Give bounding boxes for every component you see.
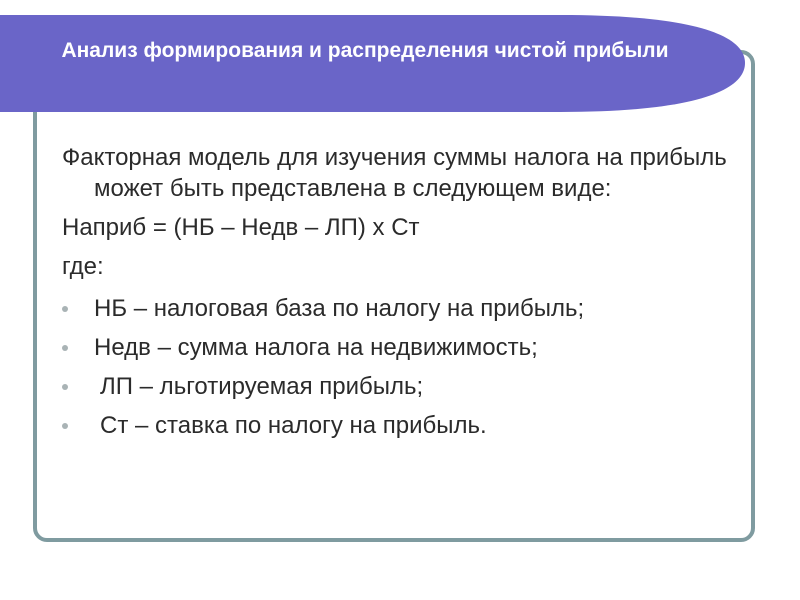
list-item-text: Ст – ставка по налогу на прибыль. (100, 412, 487, 439)
bullet-icon (62, 306, 68, 312)
bullet-icon (62, 345, 68, 351)
bullet-icon (62, 384, 68, 390)
formula-line: Наприб = (НБ – Недв – ЛП) х Ст (62, 214, 420, 241)
where-label: где: (62, 253, 104, 280)
list-item-text: Недв – сумма налога на недвижимость; (94, 334, 538, 361)
slide-body (62, 142, 742, 445)
list-item (62, 328, 742, 367)
list-item (62, 406, 742, 445)
bullet-icon (62, 423, 68, 429)
list-item (62, 289, 742, 328)
list-item-text: НБ – налоговая база по налогу на прибыль; (94, 295, 585, 322)
title-banner (0, 15, 745, 112)
list-item-text: ЛП – льготируемая прибыль; (100, 373, 424, 400)
list-item (62, 367, 742, 406)
slide-title: Анализ формирования и распределения чистой прибыли (61, 39, 669, 62)
intro-paragraph: Факторная модель для изучения суммы налога на прибыль может быть представлена в следующем виде: (62, 144, 727, 202)
definitions-list (62, 289, 742, 445)
